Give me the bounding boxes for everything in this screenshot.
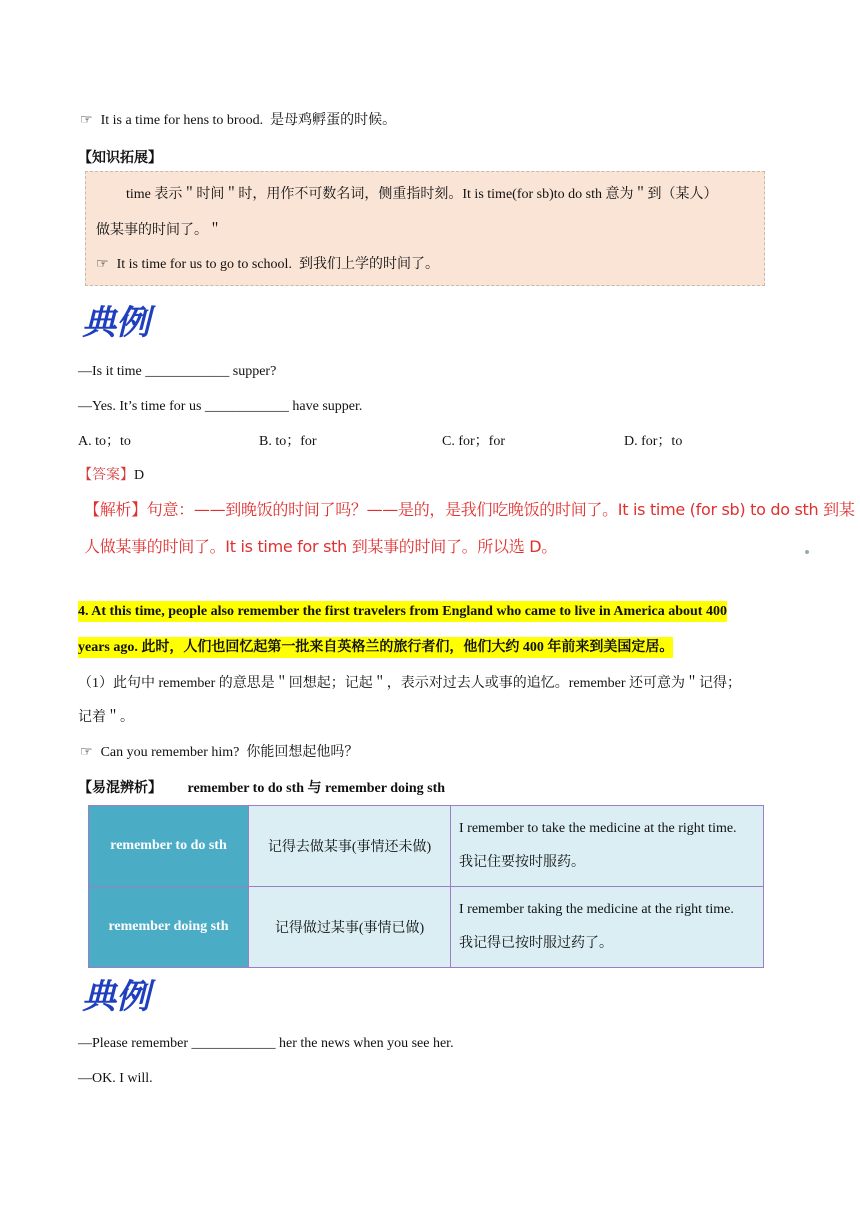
pointing-hand-icon: ☞ (80, 113, 93, 128)
point4-line1-text: 4. At this time, people also remember the first travelers from England who came to live in America about 400 (78, 601, 727, 622)
intro-example-en: It is a time for hens to brood. (100, 113, 264, 128)
quiz1-question1: —Is it time ____________ supper? (78, 364, 277, 379)
confusion-title: remember to do sth 与 remember doing sth (187, 781, 446, 796)
quiz1-option-a: A. to；to (78, 434, 131, 449)
row-example-en: I remember taking the medicine at the right time. (459, 902, 734, 917)
quiz1-answer (78, 467, 144, 485)
point4-line2 (78, 639, 673, 657)
point4-line2-text: years ago. 此时，人们也回忆起第一批来自英格兰的旅行者们，他们大约 400 年前来到美国定居。 (78, 637, 673, 658)
row-meaning: 记得去做某事(事情还未做) (249, 806, 451, 887)
quiz1-option-b: B. to；for (259, 434, 317, 449)
answer-label: 【答案】 (78, 468, 134, 483)
row-example (451, 806, 764, 887)
row-example-zh: 我记得已按时服过药了。 (459, 936, 613, 951)
svg-text:典例: 典例 (82, 977, 150, 1016)
example-logo (80, 972, 162, 1016)
point4-line1 (78, 603, 727, 621)
quiz1-question2: —Yes. It’s time for us ____________ have supper. (78, 399, 363, 414)
quiz1-option-d: D. for；to (624, 434, 683, 449)
table-row (89, 887, 764, 968)
point4-note1: （1）此句中 remember 的意思是＂回想起；记起＂，表示对过去人或事的追忆。remember 还可意为＂记得； (78, 676, 741, 691)
point4-example-en: Can you remember him? (100, 745, 240, 760)
quiz1-analysis-line2: 人做某事的时间了。It is time for sth 到某事的时间了。所以选 D。 (84, 537, 557, 556)
answer-value: D (134, 468, 145, 483)
stray-dot (805, 550, 809, 554)
row-example-en: I remember to take the medicine at the right time. (459, 821, 737, 836)
intro-example-zh: 是母鸡孵蛋的时候。 (270, 113, 397, 128)
row-example (451, 887, 764, 968)
knowledge-example (96, 256, 439, 274)
quiz1-analysis-line1: 【解析】句意：——到晚饭的时间了吗？——是的，是我们吃晚饭的时间了。It is time (for sb) to do sth 到某 (84, 500, 855, 519)
row-head: remember doing sth (89, 887, 249, 968)
pointing-hand-icon: ☞ (80, 745, 93, 760)
knowledge-line2: 做某事的时间了。＂ (96, 223, 222, 238)
point4-example-zh: 你能回想起他吗？ (246, 745, 359, 760)
knowledge-example-en: It is time for us to go to school. (116, 257, 292, 272)
confusion-heading (78, 780, 445, 798)
intro-example (80, 112, 396, 130)
confusion-table (88, 805, 764, 968)
knowledge-line1: time 表示＂时间＂时，用作不可数名词，侧重指时刻。It is time(for sb)to do sth 意为＂到（某人） (126, 187, 718, 202)
point4-note2: 记着＂。 (78, 710, 134, 725)
quiz1-option-c: C. for；for (442, 434, 505, 449)
row-head: remember to do sth (89, 806, 249, 887)
row-meaning: 记得做过某事(事情已做) (249, 887, 451, 968)
knowledge-box (85, 171, 765, 286)
knowledge-example-zh: 到我们上学的时间了。 (298, 257, 439, 272)
confusion-label: 【易混辨析】 (78, 781, 162, 796)
point4-example (80, 744, 358, 762)
example-logo (80, 298, 162, 342)
svg-text:典例: 典例 (82, 303, 150, 342)
pointing-hand-icon: ☞ (96, 257, 109, 272)
quiz2-question1: —Please remember ____________ her the news when you see her. (78, 1036, 454, 1051)
table-row (89, 806, 764, 887)
row-example-zh: 我记住要按时服药。 (459, 855, 585, 870)
quiz2-question2: —OK. I will. (78, 1071, 153, 1086)
knowledge-label: 【知识拓展】 (78, 151, 162, 166)
